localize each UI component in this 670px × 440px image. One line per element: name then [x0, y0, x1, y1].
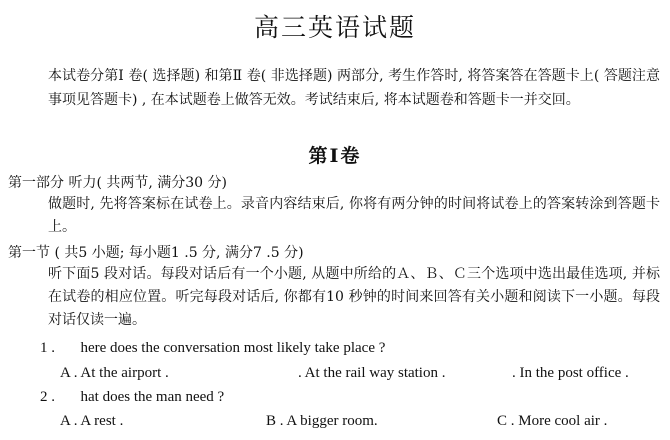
section-title: 第Ⅰ卷	[308, 145, 362, 167]
question-number: 1 .	[40, 340, 55, 356]
q2-option-c[interactable]: C . More cool air .	[497, 413, 608, 429]
question-number: 2 .	[40, 389, 55, 405]
q2-option-a[interactable]: A . A rest .	[60, 413, 124, 429]
q1-option-a[interactable]: A . At the airport .	[60, 365, 169, 381]
page-title: 高三英语试题	[253, 13, 416, 42]
question-2	[40, 389, 224, 406]
part1-note: 做题时, 先将答案标在试卷上。录音内容结束后, 你将有两分钟的时间将试卷上的答案转涂到答题卡上。	[48, 196, 660, 235]
q2-option-b[interactable]: B . A bigger room.	[266, 413, 378, 429]
q1-option-c[interactable]: . In the post office .	[512, 365, 629, 381]
question-text: here does the conversation most likely take place ?	[80, 340, 386, 356]
part1-heading: 第一部分 听力( 共两节, 满分30 分)	[8, 175, 227, 191]
section1-heading: 第一节 ( 共5 小题; 每小题1 .5 分, 满分7 .5 分)	[8, 245, 304, 261]
section1-note: 听下面5 段对话。每段对话后有一个小题, 从题中所给的Ａ、Ｂ、Ｃ三个选项中选出最佳选项, 并标在试卷的相应位置。听完每段对话后, 你都有10 秒钟的时间来回答有关小题和阅读下一小题。每段对话仅读一遍。	[48, 266, 660, 328]
q1-option-b[interactable]: . At the rail way station .	[298, 365, 446, 381]
question-text: hat does the man need ?	[80, 389, 225, 405]
exam-instructions: 本试卷分第Ⅰ 卷( 选择题) 和第Ⅱ 卷( 非选择题) 两部分, 考生作答时, 将答案答在答题卡上( 答题注意事项见答题卡) , 在本试题卷上做答无效。考试结束后, 将本试题卷和答题卡一并交回。	[48, 68, 660, 108]
question-1	[40, 340, 385, 357]
